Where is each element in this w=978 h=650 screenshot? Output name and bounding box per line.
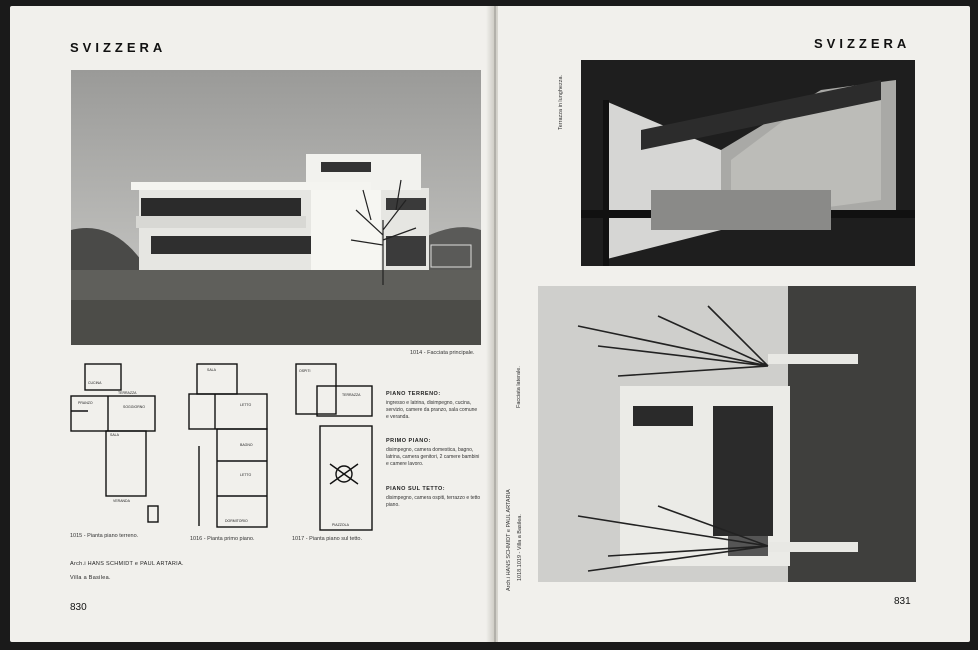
- plan2-label-2: BAGNO: [240, 443, 253, 447]
- left-page-header: SVIZZERA: [70, 40, 167, 55]
- right-page: [498, 6, 970, 642]
- legend-roof-text: disimpegno, camera ospiti, terrazzo e tetto piano.: [386, 495, 481, 508]
- plan1-label-3: TERRAZZA: [118, 391, 137, 395]
- plan1-label-4: SALA: [110, 433, 119, 437]
- plan3-label-2: PIAZZOLA: [332, 523, 349, 527]
- plan1-label-0: CUCINA: [88, 381, 102, 385]
- legend-roof-heading: PIANO SUL TETTO:: [386, 486, 446, 492]
- side-facade-photo-caption: Facciata laterale.: [516, 366, 522, 408]
- legend-first-floor-heading: PRIMO PIANO:: [386, 438, 431, 444]
- roof-floor-plan: [292, 356, 382, 532]
- plan2-label-1: LETTO: [240, 403, 252, 407]
- legend-ground-floor-text: ingresso e latrina, disimpegno, cucina, servizio, camere da pranzo, sala comune e veranda.: [386, 400, 478, 420]
- right-page-number: 831: [894, 596, 911, 607]
- roof-floor-plan-caption: 1017 - Pianta piano sul tetto.: [292, 536, 363, 542]
- plan3-label-1: TERRAZZA: [342, 393, 361, 397]
- left-page: [10, 6, 494, 642]
- plan1-label-2: PRANZO: [78, 401, 93, 405]
- ground-floor-plan: [68, 356, 163, 528]
- right-page-header: SVIZZERA: [814, 36, 911, 51]
- plan3-label-0: OSPITI: [299, 369, 311, 373]
- first-floor-plan-caption: 1016 - Pianta primo piano.: [190, 536, 255, 542]
- house-main-facade-photo: [71, 70, 481, 345]
- plan1-label-5: VERANDA: [113, 499, 130, 503]
- right-credit-location: 1018.1019 - Villa a Basilea.: [517, 514, 523, 581]
- legend-ground-floor-heading: PIANO TERRENO:: [386, 391, 441, 397]
- plan2-label-4: DORMITORIO: [225, 519, 248, 523]
- plan2-label-0: SALA: [207, 368, 216, 372]
- terrace-length-photo: [581, 60, 915, 266]
- ground-floor-plan-caption: 1015 - Pianta piano terreno.: [70, 533, 139, 539]
- terrace-photo-caption: Terrazza in lunghezza.: [558, 74, 564, 130]
- left-page-number: 830: [70, 602, 87, 613]
- plan2-label-3: LETTO: [240, 473, 252, 477]
- plan1-label-1: SOGGIORNO: [123, 405, 145, 409]
- main-facade-caption: 1014 - Facciata principale.: [410, 350, 475, 356]
- legend-first-floor-text: disimpegno, camera domestica, bagno, latrina, camera genitori, 2 camere bambini e camere lavoro.: [386, 447, 480, 467]
- left-credit-architects: Arch.i HANS SCHMIDT e PAUL ARTARIA.: [70, 561, 184, 567]
- left-credit-location: Villa a Basilea.: [70, 575, 111, 581]
- right-credit-architects: Arch.i HANS SCHMIDT e PAUL ARTARIA: [506, 489, 512, 591]
- side-facade-photo: [538, 286, 916, 582]
- first-floor-plan: [185, 356, 277, 528]
